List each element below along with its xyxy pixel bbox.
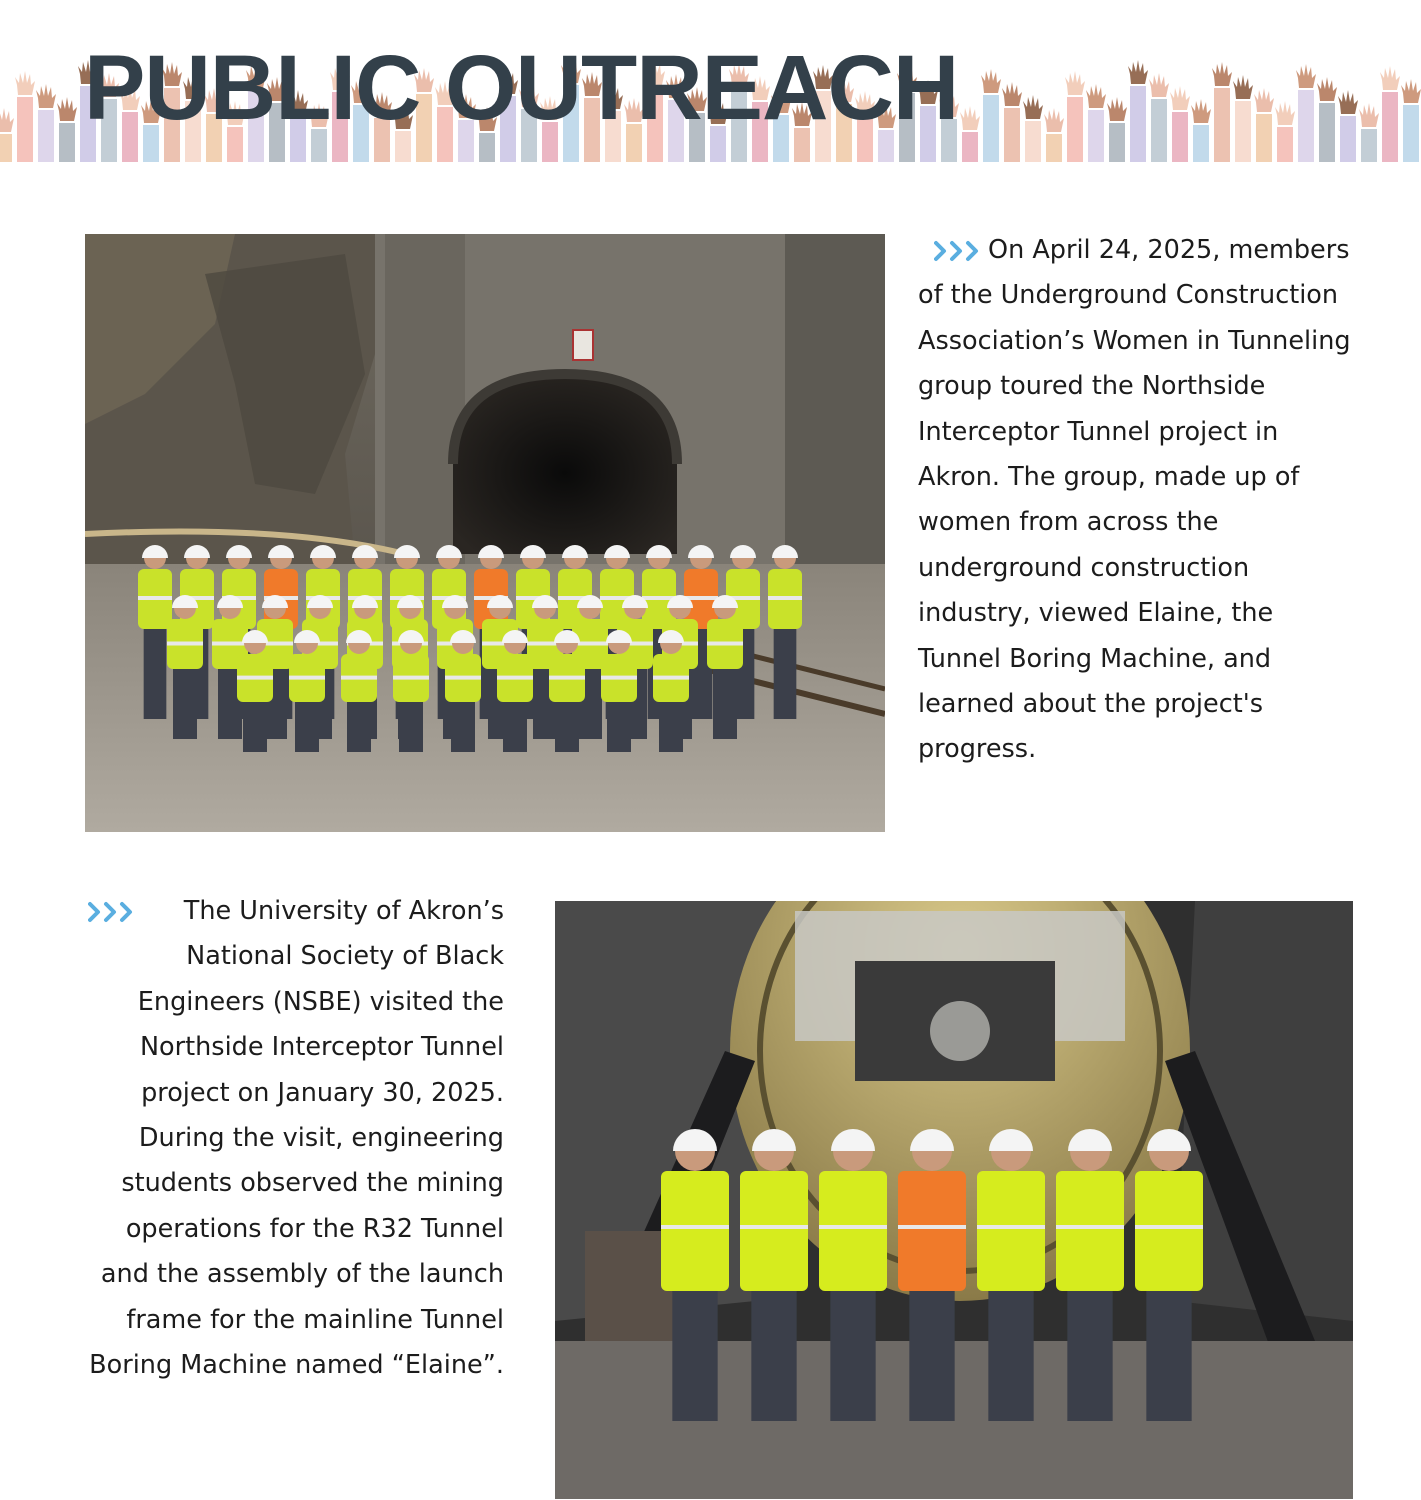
sleeve — [1004, 108, 1020, 162]
vest-stripe — [819, 1225, 887, 1229]
person-vest — [819, 1171, 887, 1291]
vest-stripe — [740, 1225, 808, 1229]
person-legs — [751, 1291, 796, 1421]
sleeve — [17, 97, 33, 162]
raised-hand — [1401, 79, 1421, 103]
person-legs — [713, 669, 737, 739]
vest-stripe — [601, 676, 637, 680]
story-women-in-tunneling — [918, 228, 1358, 773]
person-legs — [243, 702, 267, 752]
person-legs — [451, 702, 475, 752]
person-legs — [503, 702, 527, 752]
sleeve — [1403, 105, 1419, 162]
raised-hand — [1107, 97, 1127, 121]
person-vest — [977, 1171, 1045, 1291]
person-legs — [988, 1291, 1033, 1421]
sleeve — [1130, 86, 1146, 162]
sleeve — [1067, 97, 1083, 162]
tunnel-portal-group-image — [85, 234, 885, 832]
raised-hand — [981, 69, 1001, 93]
vest-stripe — [661, 1225, 729, 1229]
raised-hand — [1275, 101, 1295, 125]
raised-hand — [36, 84, 56, 108]
sleeve — [1109, 123, 1125, 162]
person-legs — [909, 1291, 954, 1421]
person-vest — [898, 1171, 966, 1291]
sleeve — [983, 95, 999, 162]
raised-hand — [0, 108, 14, 132]
raised-hand — [1128, 60, 1148, 84]
raised-hand — [1191, 99, 1211, 123]
raised-hand — [1044, 108, 1064, 132]
vest-stripe — [977, 1225, 1045, 1229]
sleeve — [38, 110, 54, 162]
vest-stripe — [1056, 1225, 1124, 1229]
page-title: PUBLIC OUTREACH — [84, 37, 959, 139]
raised-hand — [1065, 71, 1085, 95]
person-legs — [607, 702, 631, 752]
story-text: The University of Akron’s National Society of Black Engineers (NSBE) visited the Northside Interceptor Tunnel project on January 30, 2025. During the visit, engineering students observed the mining operations for the R32 Tunnel and the assembly of the launch frame for the mainline Tunnel Boring Machine named “Elaine”. — [89, 896, 504, 1381]
person-vest — [1056, 1171, 1124, 1291]
vest-stripe — [653, 676, 689, 680]
person-legs — [295, 702, 319, 752]
triple-chevron-icon — [88, 901, 138, 923]
raised-hand — [1338, 90, 1358, 114]
vest-stripe — [341, 676, 377, 680]
person-legs — [659, 702, 683, 752]
raised-hand — [1380, 66, 1400, 90]
sleeve — [1361, 129, 1377, 162]
raised-hand — [960, 106, 980, 130]
raised-hand — [1149, 73, 1169, 97]
sleeve — [1088, 110, 1104, 162]
person-legs — [555, 702, 579, 752]
vest-stripe — [138, 596, 172, 600]
triple-chevron-icon — [934, 240, 984, 262]
sleeve — [59, 123, 75, 162]
vest-stripe — [497, 676, 533, 680]
vest-stripe — [707, 642, 743, 646]
sleeve — [1277, 127, 1293, 162]
raised-hand — [1086, 84, 1106, 108]
raised-hand — [1023, 95, 1043, 119]
raised-hand — [1212, 62, 1232, 86]
person-vest — [661, 1171, 729, 1291]
sleeve — [1046, 134, 1062, 162]
person-legs — [672, 1291, 717, 1421]
vest-stripe — [898, 1225, 966, 1229]
person-legs — [347, 702, 371, 752]
person-legs — [1146, 1291, 1191, 1421]
vest-stripe — [768, 596, 802, 600]
vest-stripe — [549, 676, 585, 680]
vest-stripe — [237, 676, 273, 680]
raised-hand — [1002, 82, 1022, 106]
sleeve — [1235, 101, 1251, 162]
story-nsbe-visit — [78, 889, 504, 1388]
story-text: On April 24, 2025, members of the Underground Construction Association’s Women in Tunneling group toured the Northside Interceptor Tunnel project in Akron. The group, made up of women from across the underground construction industry, viewed Elaine, the Tunnel Boring Machine, and learned about the project's progress. — [918, 235, 1351, 765]
sleeve — [1172, 112, 1188, 162]
sleeve — [1319, 103, 1335, 162]
raised-hand — [1317, 77, 1337, 101]
header-banner — [0, 0, 1421, 170]
raised-hand — [15, 71, 35, 95]
raised-hand — [1170, 86, 1190, 110]
sleeve — [0, 134, 12, 162]
raised-hand — [1233, 75, 1253, 99]
vest-stripe — [393, 676, 429, 680]
person-legs — [399, 702, 423, 752]
person-legs — [1067, 1291, 1112, 1421]
sleeve — [1340, 116, 1356, 162]
vest-stripe — [167, 642, 203, 646]
sleeve — [962, 132, 978, 162]
person-legs — [830, 1291, 875, 1421]
raised-hand — [1296, 64, 1316, 88]
sleeve — [1151, 99, 1167, 162]
person-vest — [740, 1171, 808, 1291]
sleeve — [1193, 125, 1209, 162]
sleeve — [1214, 88, 1230, 162]
raised-hand — [1359, 103, 1379, 127]
person-legs — [144, 629, 167, 719]
vest-stripe — [445, 676, 481, 680]
women-in-tunneling-photo — [85, 234, 885, 832]
raised-hand — [57, 97, 77, 121]
tbm-group-image — [555, 901, 1353, 1499]
person-legs — [774, 629, 797, 719]
vest-stripe — [289, 676, 325, 680]
person-vest — [1135, 1171, 1203, 1291]
nsbe-visit-photo — [555, 901, 1353, 1499]
person-legs — [173, 669, 197, 739]
sleeve — [1298, 90, 1314, 162]
sleeve — [1256, 114, 1272, 162]
vest-stripe — [1135, 1225, 1203, 1229]
sleeve — [1025, 121, 1041, 162]
sleeve — [1382, 92, 1398, 162]
raised-hand — [1254, 88, 1274, 112]
